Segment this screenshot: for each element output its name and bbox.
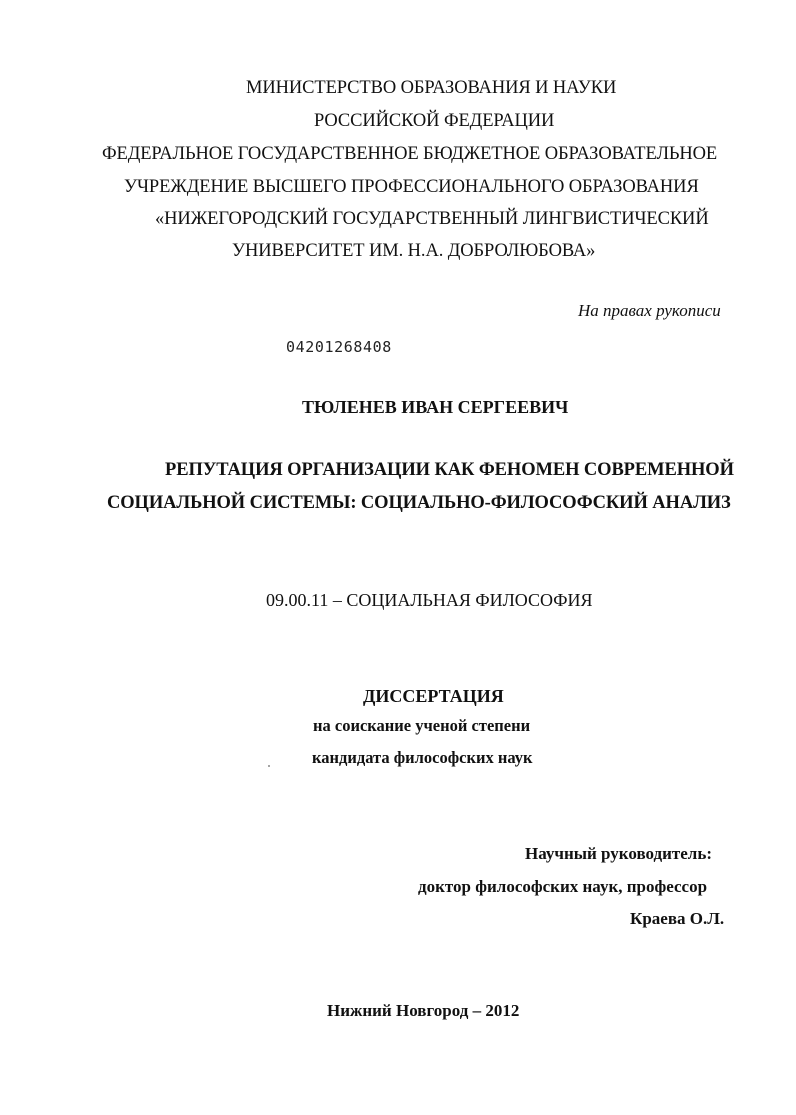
header-line-federal-institution: ФЕДЕРАЛЬНОЕ ГОСУДАРСТВЕННОЕ БЮДЖЕТНОЕ ОБРАЗОВАТЕЛЬНОЕ <box>102 144 718 164</box>
supervisor-name: Краева О.Л. <box>630 909 725 928</box>
header-line-university-dedication: УНИВЕРСИТЕТ ИМ. Н.А. ДОБРОЛЮБОВА» <box>232 241 596 261</box>
supervisor-label: Научный руководитель: <box>525 844 712 863</box>
specialty-code: 09.00.11 – СОЦИАЛЬНАЯ ФИЛОСОФИЯ <box>266 590 593 610</box>
header-line-ministry: МИНИСТЕРСТВО ОБРАЗОВАНИЯ И НАУКИ <box>246 78 617 98</box>
author-name: ТЮЛЕНЕВ ИВАН СЕРГЕЕВИЧ <box>302 397 569 417</box>
dissertation-degree-line: на соискание ученой степени <box>313 716 531 735</box>
scan-speck <box>268 765 270 767</box>
manuscript-note: На правах рукописи <box>578 301 721 320</box>
dissertation-field-line: кандидата философских наук <box>312 748 533 767</box>
header-line-university-name: «НИЖЕГОРОДСКИЙ ГОСУДАРСТВЕННЫЙ ЛИНГВИСТИЧЕСКИЙ <box>155 209 709 229</box>
dissertation-heading: ДИССЕРТАЦИЯ <box>363 686 504 706</box>
header-line-federation: РОССИЙСКОЙ ФЕДЕРАЦИИ <box>314 111 555 131</box>
supervisor-degree: доктор философских наук, профессор <box>418 877 708 896</box>
title-line-2: СОЦИАЛЬНОЙ СИСТЕМЫ: СОЦИАЛЬНО-ФИЛОСОФСКИЙ АНАЛИЗ <box>107 493 731 513</box>
title-line-1: РЕПУТАЦИЯ ОРГАНИЗАЦИИ КАК ФЕНОМЕН СОВРЕМЕННОЙ <box>165 460 734 480</box>
city-year: Нижний Новгород – 2012 <box>327 1001 520 1020</box>
registration-number: 04201268408 <box>286 338 392 356</box>
header-line-higher-education: УЧРЕЖДЕНИЕ ВЫСШЕГО ПРОФЕССИОНАЛЬНОГО ОБРАЗОВАНИЯ <box>124 177 699 197</box>
